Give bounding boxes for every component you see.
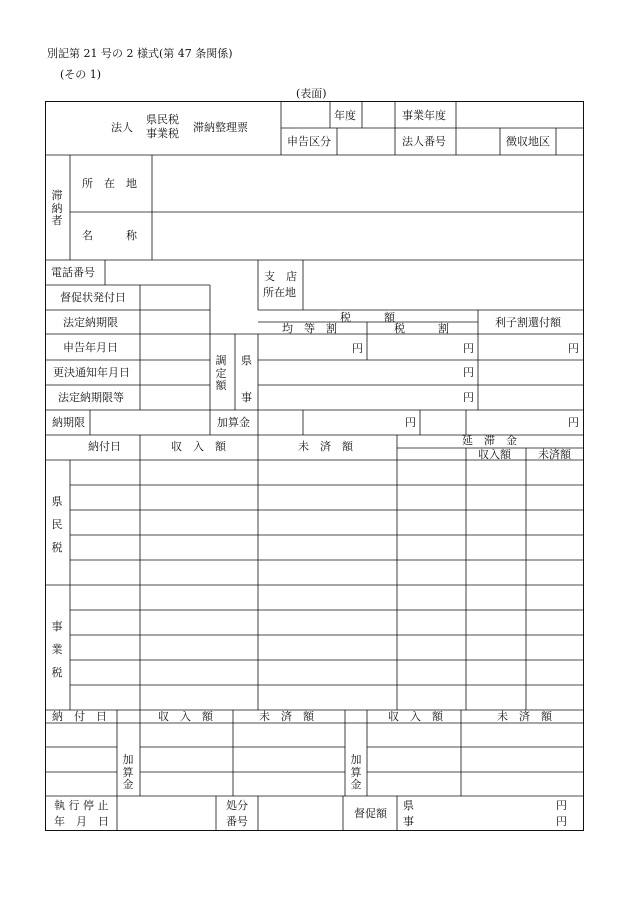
hojin-bango-label: 法人番号 [402, 135, 446, 148]
name-label: 名 称 [82, 229, 137, 242]
l2-kasan-label-1: 加算金 [122, 753, 134, 792]
l2-misai-header-1: 未 済 額 [259, 710, 314, 723]
kasan-label: 加算金 [217, 416, 250, 429]
zeiwari-header: 税 割 [394, 322, 449, 335]
l1-entai-misai-header: 未済額 [538, 448, 571, 461]
yen-kinto: 円 [352, 342, 363, 355]
taxpayer-group-label: 滞納者 [51, 189, 63, 228]
yen-ken2: 円 [463, 366, 474, 379]
kinto-header: 均 等 割 [282, 322, 337, 335]
address-label: 所 在 地 [82, 177, 137, 190]
shikko-label-2: 年 月 日 [54, 815, 109, 828]
yen-ji: 円 [463, 391, 474, 404]
rishi-header: 利子割還付額 [495, 316, 561, 329]
bottom-yen-ken: 円 [556, 799, 567, 812]
branch-address-label: 所在地 [263, 286, 296, 299]
shikko-label-1: 執 行 停 止 [54, 799, 109, 812]
jigyo-nendo-label: 事業年度 [402, 109, 446, 122]
shinkoku-date-label: 申告年月日 [63, 341, 118, 354]
form-subtitle: (その 1) [60, 68, 102, 81]
jigyozei-label: 事業税 [146, 127, 179, 140]
choshu-chiku-label: 徴収地区 [506, 135, 550, 148]
l2-misai-header-2: 未 済 額 [497, 710, 552, 723]
shobun-label-1: 処分 [226, 799, 248, 812]
yen-rishi: 円 [568, 342, 579, 355]
l1-kenminzei-label: 県民税 [51, 495, 63, 555]
hotei-kigen-label: 法定納期限 [63, 316, 118, 329]
koketsu-date-label: 更決通知年月日 [53, 366, 130, 379]
yen-kasan1: 円 [405, 416, 416, 429]
phone-label: 電話番号 [51, 266, 95, 279]
chotei-label: 調定額 [215, 354, 227, 393]
noki-label: 納期限 [52, 416, 85, 429]
l1-misai-header: 未 済 額 [298, 440, 353, 453]
assess-ji-label: 事 [241, 391, 252, 404]
hojin-label: 法人 [111, 121, 133, 134]
l2-shunyu-header-2: 収 入 額 [388, 710, 443, 723]
l1-entai-header: 延 滞 金 [462, 434, 517, 447]
zeigaku-header: 税 額 [340, 311, 395, 324]
bottom-ken-label: 県 [403, 799, 414, 812]
l1-entai-shunyu-header: 収入額 [478, 448, 511, 461]
yen-kasan2: 円 [568, 416, 579, 429]
l2-nofu-bi-header: 納 付 日 [52, 710, 107, 723]
l2-shunyu-header-1: 収 入 額 [158, 710, 213, 723]
ledger-title: 滞納整理票 [193, 121, 248, 134]
l1-jigyozei-label: 事業税 [51, 620, 63, 680]
hotei-kigen-to-label: 法定納期限等 [58, 391, 124, 404]
tokusoku-date-label: 督促状発付日 [60, 291, 126, 304]
shinkoku-kubun-label: 申告区分 [287, 135, 331, 148]
branch-label: 支 店 [264, 270, 297, 283]
l2-kasan-label-2: 加算金 [350, 753, 362, 792]
kenminzei-label: 県民税 [146, 113, 179, 126]
form-side-label: (表面) [296, 87, 327, 100]
bottom-yen-ji: 円 [556, 815, 567, 828]
nendo-label: 年度 [334, 109, 356, 122]
bottom-ji-label: 事 [403, 815, 414, 828]
shobun-label-2: 番号 [226, 815, 248, 828]
form-title: 別記第 21 号の 2 様式(第 47 条関係) [47, 47, 233, 60]
assess-ken-label: 県 [241, 354, 252, 367]
tokusoku-gaku-label: 督促額 [354, 807, 387, 820]
l1-nofu-bi-header: 納付日 [88, 440, 121, 453]
yen-zeiwari: 円 [463, 342, 474, 355]
l1-shunyu-header: 収 入 額 [171, 440, 226, 453]
